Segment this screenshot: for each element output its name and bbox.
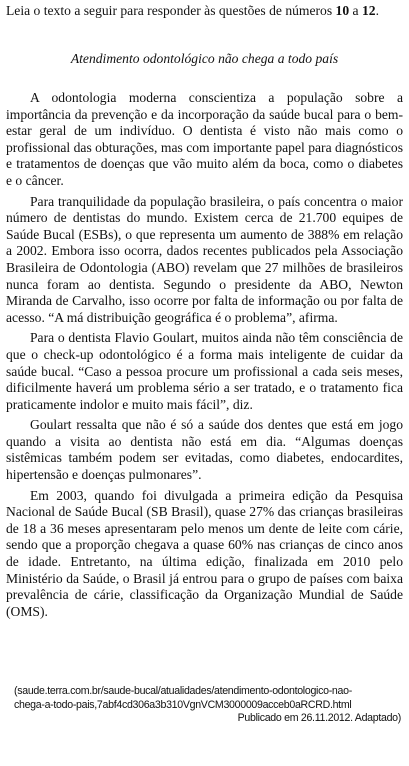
instruction-conjunction: a — [349, 3, 362, 18]
source-citation — [14, 685, 401, 726]
question-end-number: 12 — [361, 3, 376, 18]
article-paragraph-5: Em 2003, quando foi divulgada a primeira edição da Pesquisa Nacional de Saúde Bucal (SB Brasil), quase 27% das crianças brasileiras de 18 a 36 meses apresentaram pelo menos um dente de leite com cárie, sendo que a proporção chegava a quase 60% nas crianças de cinco anos de idade. Entretanto, na última edição, finalizada em 2010 pelo Ministério da Saúde, o Brasil já entrou para o grupo de países com baixa prevalência de cárie, classificação da Organização Mundial de Saúde (OMS). — [6, 487, 403, 619]
question-start-number: 10 — [335, 3, 350, 18]
instruction-lead: Leia o texto a seguir para responder às questões de números — [6, 3, 336, 18]
article-paragraph-3: Para o dentista Flavio Goulart, muitos ainda não têm consciência de que o check-up odontológico é a forma mais inteligente de cuidar da saúde bucal. “Caso a pessoa procure um profissional a cada seis meses, dificilmente haverá um problema sério a ser tratado, e o tratamento fica praticamente indolor e muito mais fácil”, diz. — [6, 330, 403, 412]
instruction-text — [6, 2, 403, 19]
article-paragraph-1: A odontologia moderna conscientiza a população sobre a importância da prevenção e da incorporação da saúde bucal para o bem-estar geral de um indivíduo. O dentista é visto não mais como o profissional das obturações, mas com importante papel para diagnósticos e tratamentos de doenças que vão muito além da boca, como o diabetes e o câncer. — [6, 90, 403, 188]
source-url-line-1: (saude.terra.com.br/saude-bucal/atualidades/atendimento-odontologico-nao- — [14, 685, 352, 697]
article-paragraph-4: Goulart ressalta que não é só a saúde dos dentes que está em jogo quando a visita ao dentista não está em dia. “Algumas doenças sistêmicas também podem ser evitadas, como diabetes, endocardites, hipertensão e doenças pulmonares”. — [6, 417, 403, 483]
instruction-period: . — [375, 3, 379, 18]
source-url-line-2: chega-a-todo-pais,7abf4cd306a3b310VgnVCM3000009acceb0aRCRD.html — [14, 698, 352, 711]
publication-date: Publicado em 26.11.2012. Adaptado) — [237, 712, 401, 725]
article-title: Atendimento odontológico não chega a todo país — [70, 51, 339, 66]
article-paragraph-2: Para tranquilidade da população brasileira, o país concentra o maior número de dentistas do mundo. Existem cerca de 21.700 equipes de Saúde Bucal (ESBs), o que representa um aumento de 388% em relação a 2002. Embora isso ocorra, dados recentes publicados pela Associação Brasileira de Odontologia (ABO) revelam que 27 milhões de brasileiros nunca foram ao dentista. Segundo o presidente da ABO, Newton Miranda de Carvalho, isso ocorre por falta de informação ou por falta de acesso. “A má distribuição geográfica é o problema”, afirma. — [6, 193, 403, 325]
article-body — [6, 84, 403, 624]
